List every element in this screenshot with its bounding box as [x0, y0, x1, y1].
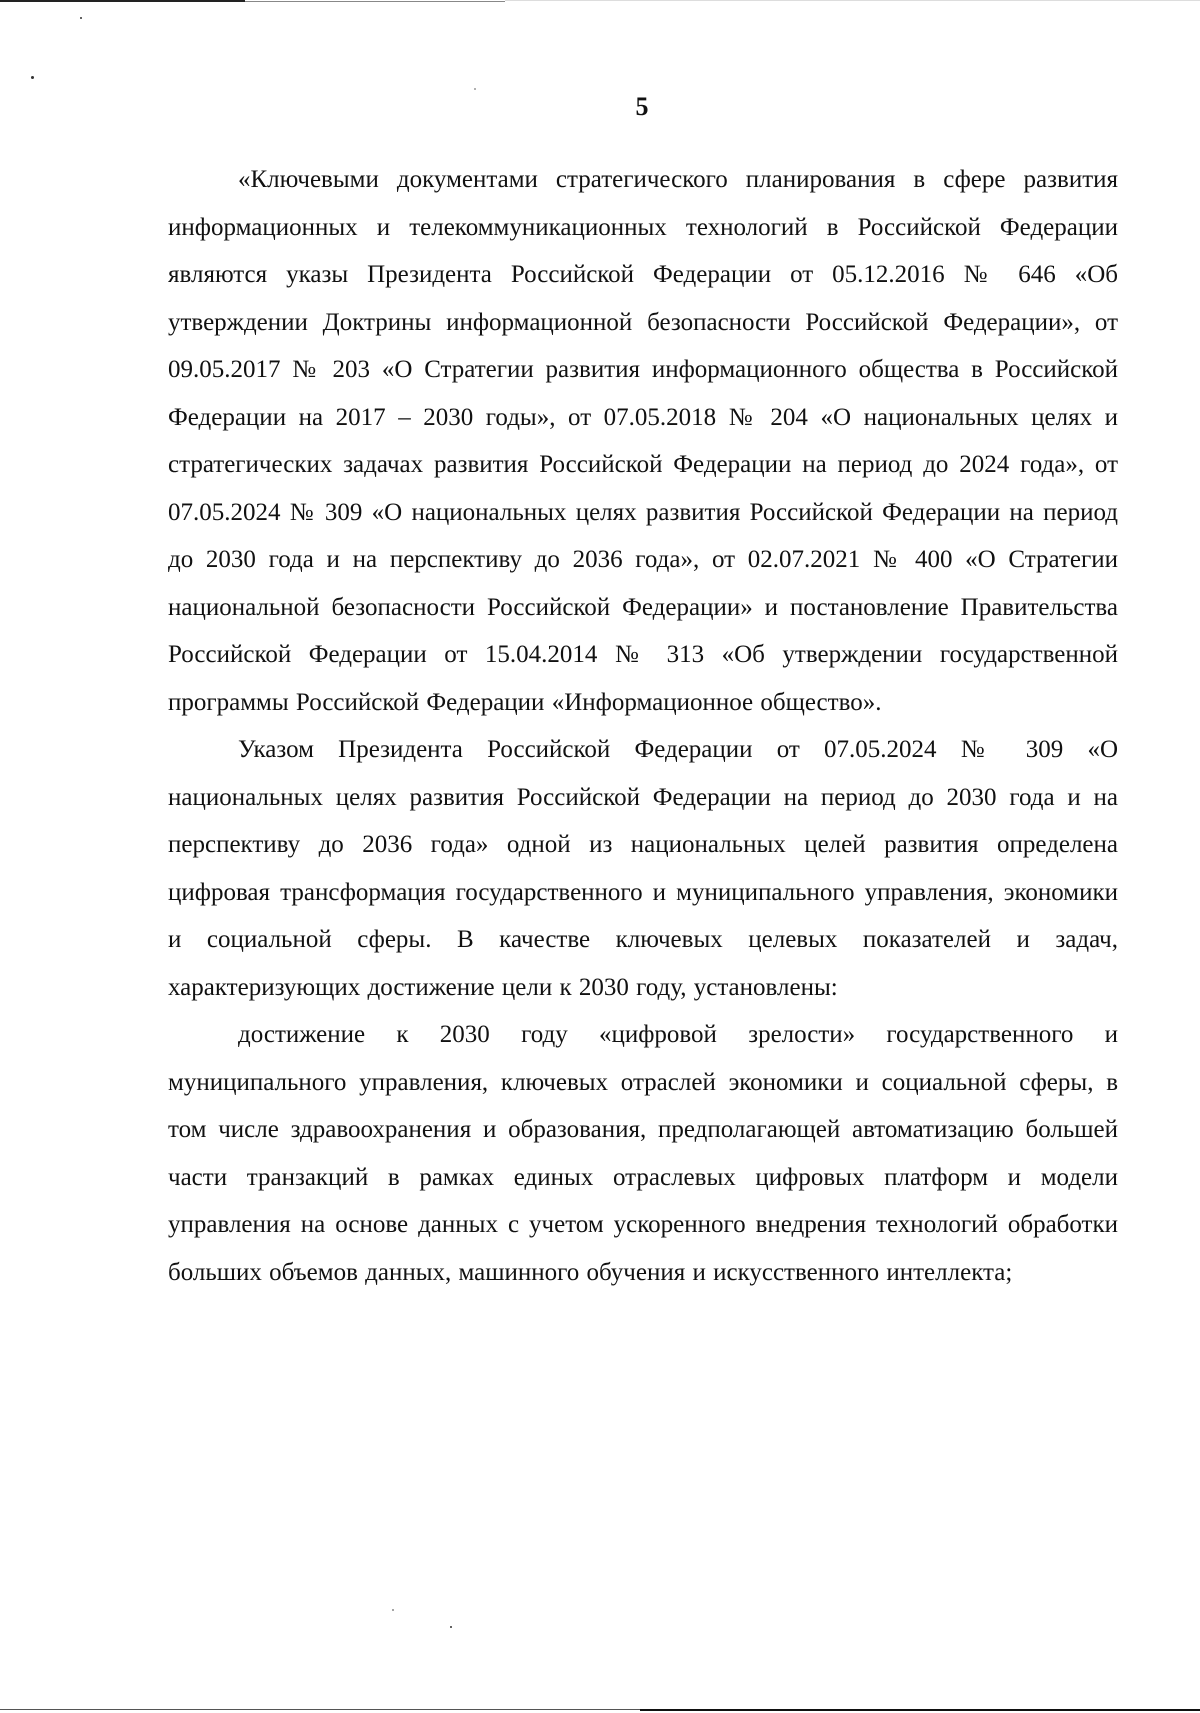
scan-speck — [392, 1609, 394, 1611]
scan-edge-bottom-left — [0, 1709, 640, 1710]
scan-edge-top-middle — [245, 1, 505, 2]
page-number: 5 — [635, 92, 649, 121]
document-body — [168, 156, 1118, 1296]
scan-speck — [80, 17, 82, 19]
paragraph-presidential-decree: Указом Президента Российской Федерации от 07.05.2024 № 309 «О национальных целях развития Российской Федерации на период до 2030 года и на перспективу до 2036 года» одной из национальных целей развития определена цифровая трансформация государственного и муниципального управления, экономики и социальной сферы. В качестве ключевых целевых показателей и задач, характеризующих достижение цели к 2030 году, установлены: — [168, 736, 1118, 1001]
scan-edge-bottom-right — [640, 1709, 1200, 1711]
scan-speck — [450, 1626, 452, 1628]
paragraph-key-documents: «Ключевыми документами стратегического планирования в сфере развития информационных и телекоммуникационных технологий в Российской Федерации являются указы Президента Российской Федерации от 05.12.2016 № 646 «Об утверждении Доктрины информационной безопасности Российской Федерации», от 09.05.2017 № 203 «О Стратегии развития информационного общества в Российской Федерации на 2017 – 2030 годы», от 07.05.2018 № 204 «О национальных целях и стратегических задачах развития Российской Федерации на период до 2024 года», от 07.05.2024 № 309 «О национальных целях развития Российской Федерации на период до 2030 года и на перспективу до 2036 года», от 02.07.2021 № 400 «О Стратегии национальной безопасности Российской Федерации» и постановление Правительства Российской Федерации от 15.04.2014 № 313 «Об утверждении государственной программы Российской Федерации «Информационное общество». — [168, 166, 1118, 716]
scan-speck — [474, 88, 476, 90]
scan-edge-top-right — [505, 0, 1200, 1]
scan-edge-top-left — [0, 0, 245, 2]
scan-speck — [31, 76, 34, 79]
paragraph-digital-maturity: достижение к 2030 году «цифровой зрелости» государственного и муниципального управления, ключевых отраслей экономики и социальной сферы, в том числе здравоохранения и образования, предполагающей автоматизацию большей части транзакций в рамках единых отраслевых цифровых платформ и модели управления на основе данных с учетом ускоренного внедрения технологий обработки больших объемов данных, машинного обучения и искусственного интеллекта; — [168, 1021, 1118, 1286]
